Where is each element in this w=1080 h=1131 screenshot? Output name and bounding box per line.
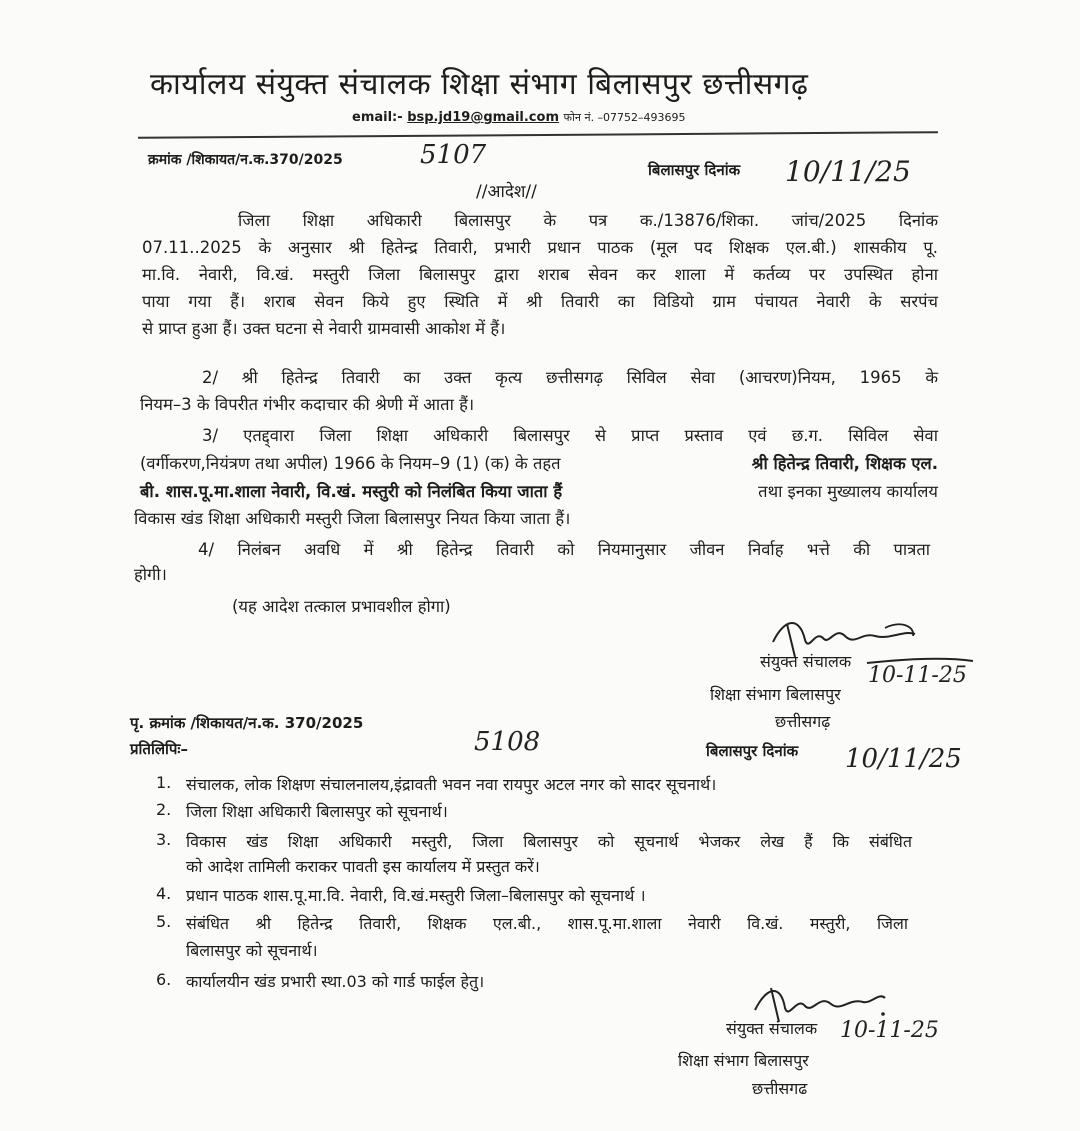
para4-line1: 4/ निलंबन अवधि में श्री हितेन्द्र तिवारी को नियमानुसार जीवन निर्वाह भत्ते की पात्रता [198,540,930,559]
para4-line2: होगी। [134,565,167,584]
copy-label: प्रतिलिपिः– [130,740,188,758]
para3-line3-normal: तथा इनका मुख्यालय कार्यालय [758,482,938,501]
sign2-date: 10-11-25 [840,1018,939,1043]
para3-line4: विकास खंड शिक्षा अधिकारी मस्तुरी जिला बिलासपुर नियत किया जाता हैं। [134,509,571,528]
header-divider [138,131,938,139]
para3-line2 [140,451,938,474]
copy-ref-handwritten: 5108 [474,727,541,757]
copy-item-2-num: 2. [156,800,172,819]
para1-line3: मा.वि. नेवारी, वि.खं. मस्तुरी जिला बिलासपुर द्वारा शराब सेवन कर शाला में कर्तव्य पर उपस्थित होना [142,265,938,284]
copy-item-1-text: संचालक, लोक शिक्षण संचालनालय,इंद्रावती भवन नवा रायपुर अटल नगर को सादर सूचनार्थ। [186,775,717,794]
sign2-state: छत्तीसगढ [752,1079,808,1098]
email-address: bsp.jd19@gmail.com [407,110,559,125]
effective-note: (यह आदेश तत्काल प्रभावशील होगा) [232,597,451,616]
copy-item-1-num: 1. [156,773,172,792]
copy-item-4-num: 4. [156,884,172,903]
sign1-office: शिक्षा संभाग बिलासपुर [710,685,841,704]
order-ref-handwritten: 5107 [420,140,487,170]
para3-line2-bold: श्री हितेन्द्र तिवारी, शिक्षक एल. [751,454,938,473]
para1-line1: जिला शिक्षा अधिकारी बिलासपुर के पत्र क./13876/शिका. जांच/2025 दिनांक [238,211,938,230]
para1-line2: 07.11..2025 के अनुसार श्री हितेन्द्र तिवारी, प्रभारी प्रधान पाठक (मूल पद शिक्षक एल.बी.) शासकीय पू. [142,238,938,257]
copy-item-6-num: 6. [156,970,172,989]
para1-line4: पाया गया हैं। शराब सेवन किये हुए स्थिति में श्री तिवारी का विडियो ग्राम पंचायत नेवारी के सरपंच [142,292,938,311]
sign2-designation: संयुक्त संचालक [726,1019,818,1038]
office-title: कार्यालय संयुक्त संचालक शिक्षा संभाग बिलासपुर छत्तीसगढ़ [150,67,809,102]
copy-item-5-line1: संबंधित श्री हितेन्द्र तिवारी, शिक्षक एल.बी., शास.पू.मा.शाला नेवारी वि.खं. मस्तुरी, जिला [186,914,908,933]
para3-line2-normal: (वर्गीकरण,नियंत्रण तथा अपील) 1966 के नियम–9 (1) (क) के तहत [140,454,561,473]
sign1-designation: संयुक्त संचालक [760,652,852,671]
copy-date-label: बिलासपुर दिनांक [706,742,799,760]
order-ref-number: क्रमांक /शिकायत/न.क.370/2025 [148,152,343,168]
para1-line5: से प्राप्त हुआ हैं। उक्त घटना से नेवारी ग्रामवासी आकोश में हैं। [142,319,506,338]
para2-line2: नियम–3 के विपरीत गंभीर कदाचार की श्रेणी में आता हैं। [140,395,475,414]
copy-ref-number: पृ. क्रमांक /शिकायत/न.क. 370/2025 [130,714,364,732]
sign1-state: छत्तीसगढ़ [775,712,831,731]
copy-item-6-text: कार्यालयीन खंड प्रभारी स्था.03 को गार्ड फाईल हेतु। [186,972,485,991]
copy-item-2-text: जिला शिक्षा अधिकारी बिलासपुर को सूचनार्थ। [186,802,448,821]
para2-line1: 2/ श्री हितेन्द्र तिवारी का उक्त कृत्य छत्तीसगढ़ सिविल सेवा (आचरण)नियम, 1965 के [202,368,938,387]
signature-stroke [865,655,975,669]
copy-date-handwritten: 10/11/25 [845,744,962,774]
order-heading: //आदेश// [476,182,537,202]
para3-line3 [140,479,938,502]
copy-item-4-text: प्रधान पाठक शास.पू.मा.वि. नेवारी, वि.खं.मस्तुरी जिला–बिलासपुर को सूचनार्थ । [186,886,646,905]
phone-number: फोन नं. –07752–493695 [563,111,686,124]
email-label: email:- [352,110,403,125]
order-date-handwritten: 10/11/25 [785,155,911,188]
copy-item-5-line2: बिलासपुर को सूचनार्थ। [186,941,318,960]
sign2-office: शिक्षा संभाग बिलासपुर [678,1051,809,1070]
copy-item-5-num: 5. [156,912,172,931]
copy-item-3-line2: को आदेश तामिली कराकर पावती इस कार्यालय में प्रस्तुत करें। [186,857,540,876]
sign1-date: 10-11-25 [868,663,967,688]
copy-item-3-line1: विकास खंड शिक्षा अधिकारी मस्तुरी, जिला बिलासपुर को सूचनार्थ भेजकर लेख हैं कि संबंधित [186,832,912,851]
contact-line [352,110,686,125]
copy-item-3-num: 3. [156,830,172,849]
para3-line1: 3/ एतद्द्वारा जिला शिक्षा अधिकारी बिलासपुर से प्राप्त प्रस्ताव एवं छ.ग. सिविल सेवा [202,426,938,445]
order-date-label: बिलासपुर दिनांक [648,161,741,179]
para3-line3-bold: बी. शास.पू.मा.शाला नेवारी, वि.खं. मस्तुरी को निलंबित किया जाता हैं [140,482,563,501]
